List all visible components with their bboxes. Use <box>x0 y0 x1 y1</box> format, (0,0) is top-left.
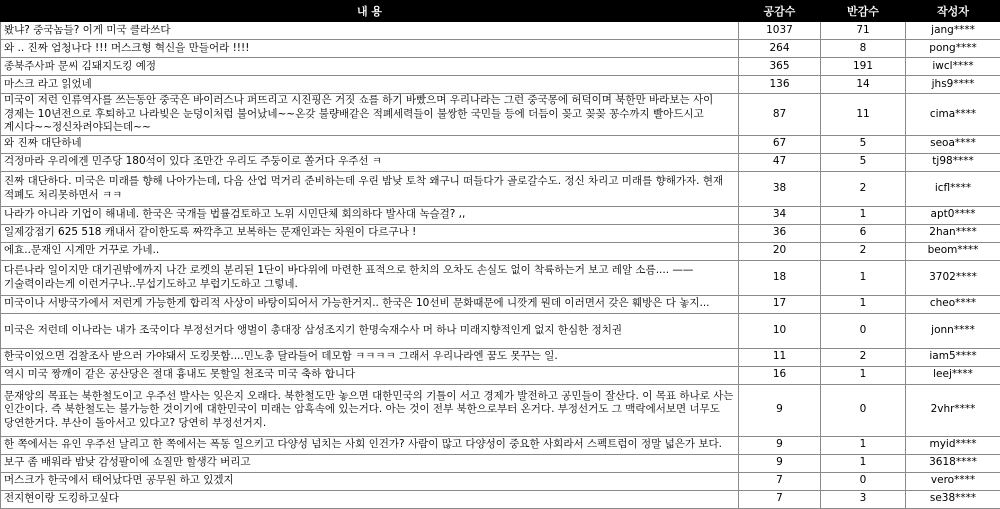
author-id: jhs9**** <box>906 76 1000 94</box>
downvote-count: 0 <box>821 384 906 436</box>
author-id: jang**** <box>906 22 1000 40</box>
table-row <box>1 260 1000 295</box>
author-id: iwcl**** <box>906 58 1000 76</box>
downvote-count: 0 <box>821 313 906 348</box>
table-row <box>1 94 1000 136</box>
author-id: apt0**** <box>906 206 1000 224</box>
upvote-count: 20 <box>739 242 821 260</box>
table-row <box>1 40 1000 58</box>
comment-text: 봤냐? 중국놈들? 이게 미국 클라쓰다 <box>1 22 739 40</box>
downvote-count: 1 <box>821 206 906 224</box>
downvote-count: 3 <box>821 490 906 508</box>
author-id: leej**** <box>906 366 1000 384</box>
author-id: seoa**** <box>906 135 1000 153</box>
downvote-count: 191 <box>821 58 906 76</box>
comment-text: 나라가 아니라 기업이 해내네. 한국은 국개들 법률검토하고 노위 시민단체 회의하다 발사대 녹슬걸? ,, <box>1 206 739 224</box>
comment-text: 역시 미국 짱깨이 같은 공산당은 절대 흉내도 못할일 천조국 미국 축하 합니다 <box>1 366 739 384</box>
table-row <box>1 490 1000 508</box>
comment-text: 일제강점기 625 518 캐내서 같이한도록 짜깍추고 보복하는 문재인과는 차원이 다르구나 ! <box>1 224 739 242</box>
comment-text: 미국은 저런데 이나라는 내가 조국이다 부정선거다 앵벌이 총대장 삼성조지기 한명숙재수사 머 하나 미래지향적인게 없지 한심한 정치권 <box>1 313 739 348</box>
author-id: 3618**** <box>906 454 1000 472</box>
table-row <box>1 366 1000 384</box>
comment-text: 한 쪽에서는 유인 우주선 날리고 한 쪽에서는 폭동 일으키고 다양성 넘치는 사회 인건가? 사람이 많고 다양성이 중요한 사회라서 스펙트럼이 정말 넓은가 보다. <box>1 436 739 454</box>
table-row <box>1 454 1000 472</box>
comment-text: 와 진짜 대단하네 <box>1 135 739 153</box>
upvote-count: 38 <box>739 171 821 206</box>
comment-text: 걱정마라 우리에겐 민주당 180석이 있다 조만간 우리도 주둥이로 쏠거다 우주선 ㅋ <box>1 153 739 171</box>
downvote-count: 71 <box>821 22 906 40</box>
upvote-count: 9 <box>739 436 821 454</box>
author-id: 2vhr**** <box>906 384 1000 436</box>
table-row <box>1 58 1000 76</box>
table-row <box>1 171 1000 206</box>
author-id: beom**** <box>906 242 1000 260</box>
table-row <box>1 313 1000 348</box>
upvote-count: 264 <box>739 40 821 58</box>
author-id: iam5**** <box>906 348 1000 366</box>
downvote-count: 5 <box>821 153 906 171</box>
comment-text: 종북주사파 문씨 김돼지도킹 예정 <box>1 58 739 76</box>
comment-text: 보구 좀 배워라 밤낮 감성팔이에 쇼질만 할생각 버리고 <box>1 454 739 472</box>
comment-text: 에효..문재인 시계만 거꾸로 가네.. <box>1 242 739 260</box>
table-row <box>1 135 1000 153</box>
header-downvotes: 반감수 <box>821 1 906 22</box>
upvote-count: 1037 <box>739 22 821 40</box>
upvote-count: 67 <box>739 135 821 153</box>
header-content: 내 용 <box>1 1 739 22</box>
header-row <box>1 1 1000 22</box>
comment-text: 문재앙의 목표는 북한철도이고 우주선 발사는 잊은지 오래다. 북한철도만 놓으면 대한민국의 기틀이 서고 경제가 발전하고 공민들이 잘산다. 이 목표 하나로 사는 인간이다. 즉 북한철도는 불가능한 것이기에 대한민국이 미래는 암흑속에 있는거다. 아는 것이 전부 북한으로부터 온거다. 부정선거도 그 맥락에서보면 너무도 당연한거다. 부산이 돌아서고 있다고? 당연히 부정선거지. <box>1 384 739 436</box>
author-id: jonn**** <box>906 313 1000 348</box>
downvote-count: 1 <box>821 295 906 313</box>
upvote-count: 34 <box>739 206 821 224</box>
comment-text: 전지현이랑 도킹하고싶다 <box>1 490 739 508</box>
upvote-count: 7 <box>739 490 821 508</box>
upvote-count: 47 <box>739 153 821 171</box>
upvote-count: 16 <box>739 366 821 384</box>
downvote-count: 1 <box>821 260 906 295</box>
comment-text: 와 .. 진짜 엄청나다 !!! 머스크형 혁신을 만들어라 !!!! <box>1 40 739 58</box>
upvote-count: 18 <box>739 260 821 295</box>
author-id: myid**** <box>906 436 1000 454</box>
upvote-count: 7 <box>739 472 821 490</box>
table-row <box>1 22 1000 40</box>
table-row <box>1 224 1000 242</box>
table-row <box>1 242 1000 260</box>
downvote-count: 8 <box>821 40 906 58</box>
comment-text: 한국이었으면 검찰조사 받으러 가야돼서 도킹못함....민노총 달라들어 데모함 ㅋㅋㅋㅋ 그래서 우리나라엔 꿈도 못꾸는 일. <box>1 348 739 366</box>
downvote-count: 0 <box>821 472 906 490</box>
table-row <box>1 206 1000 224</box>
comment-text: 마스크 라고 읽었네 <box>1 76 739 94</box>
downvote-count: 11 <box>821 94 906 136</box>
table-row <box>1 348 1000 366</box>
downvote-count: 5 <box>821 135 906 153</box>
comment-text: 미국이 저런 인류역사를 쓰는동안 중국은 바이러스나 퍼뜨리고 시진핑은 거짓 쇼를 하기 바빴으며 우리나라는 그런 중국몽에 허덕이며 북한만 바라보는 사이 경제는 10년전으로 후퇴하고 나라빚은 눈덩이처럼 불어났네~~온갖 불량배같은 적폐세력들이 불쌍한 국민들 등에 더듬이 꽂고 꽂꽂 꽁수까지 빨아드시고 계시다~~정신차려야되는데~~ <box>1 94 739 136</box>
table-row <box>1 384 1000 436</box>
downvote-count: 1 <box>821 454 906 472</box>
upvote-count: 9 <box>739 384 821 436</box>
comment-text: 미국이나 서방국가에서 저런게 가능한게 합리적 사상이 바탕이되어서 가능한거지.. 한국은 10선비 문화때문에 니깟게 뭔데 이러면서 갖은 훼방은 다 놓지... <box>1 295 739 313</box>
author-id: pong**** <box>906 40 1000 58</box>
author-id: cheo**** <box>906 295 1000 313</box>
downvote-count: 2 <box>821 171 906 206</box>
downvote-count: 2 <box>821 348 906 366</box>
table-body <box>1 22 1000 509</box>
table-header <box>1 1 1000 22</box>
table-row <box>1 436 1000 454</box>
upvote-count: 36 <box>739 224 821 242</box>
author-id: 2han**** <box>906 224 1000 242</box>
author-id: tj98**** <box>906 153 1000 171</box>
author-id: se38**** <box>906 490 1000 508</box>
downvote-count: 2 <box>821 242 906 260</box>
upvote-count: 9 <box>739 454 821 472</box>
table-row <box>1 153 1000 171</box>
table-row <box>1 472 1000 490</box>
upvote-count: 17 <box>739 295 821 313</box>
author-id: vero**** <box>906 472 1000 490</box>
author-id: icfl**** <box>906 171 1000 206</box>
table-row <box>1 76 1000 94</box>
upvote-count: 136 <box>739 76 821 94</box>
header-author: 작성자 <box>906 1 1000 22</box>
upvote-count: 365 <box>739 58 821 76</box>
downvote-count: 14 <box>821 76 906 94</box>
downvote-count: 1 <box>821 366 906 384</box>
comment-text: 다른나라 일이지만 대기권밖에까지 나간 로켓의 분리된 1단이 바다위에 마련한 표적으로 한치의 오차도 손실도 없이 착륙하는거 보고 레알 소름.... —— 기술력이라는게 이런거구나..무섭기도하고 부럽기도하고 그렇네. <box>1 260 739 295</box>
author-id: cima**** <box>906 94 1000 136</box>
upvote-count: 11 <box>739 348 821 366</box>
comment-text: 머스크가 한국에서 태어났다면 공무원 하고 있겠지 <box>1 472 739 490</box>
author-id: 3702**** <box>906 260 1000 295</box>
downvote-count: 1 <box>821 436 906 454</box>
header-upvotes: 공감수 <box>739 1 821 22</box>
comment-text: 진짜 대단하다. 미국은 미래를 향해 나아가는데, 다음 산업 먹거리 준비하는데 우린 밤낮 토착 왜구니 떠들다가 골로갈수도. 정신 차리고 미래를 향해가자. 현재 적폐도 처리못하면서 ㅋㅋ <box>1 171 739 206</box>
upvote-count: 87 <box>739 94 821 136</box>
table-row <box>1 295 1000 313</box>
upvote-count: 10 <box>739 313 821 348</box>
downvote-count: 6 <box>821 224 906 242</box>
